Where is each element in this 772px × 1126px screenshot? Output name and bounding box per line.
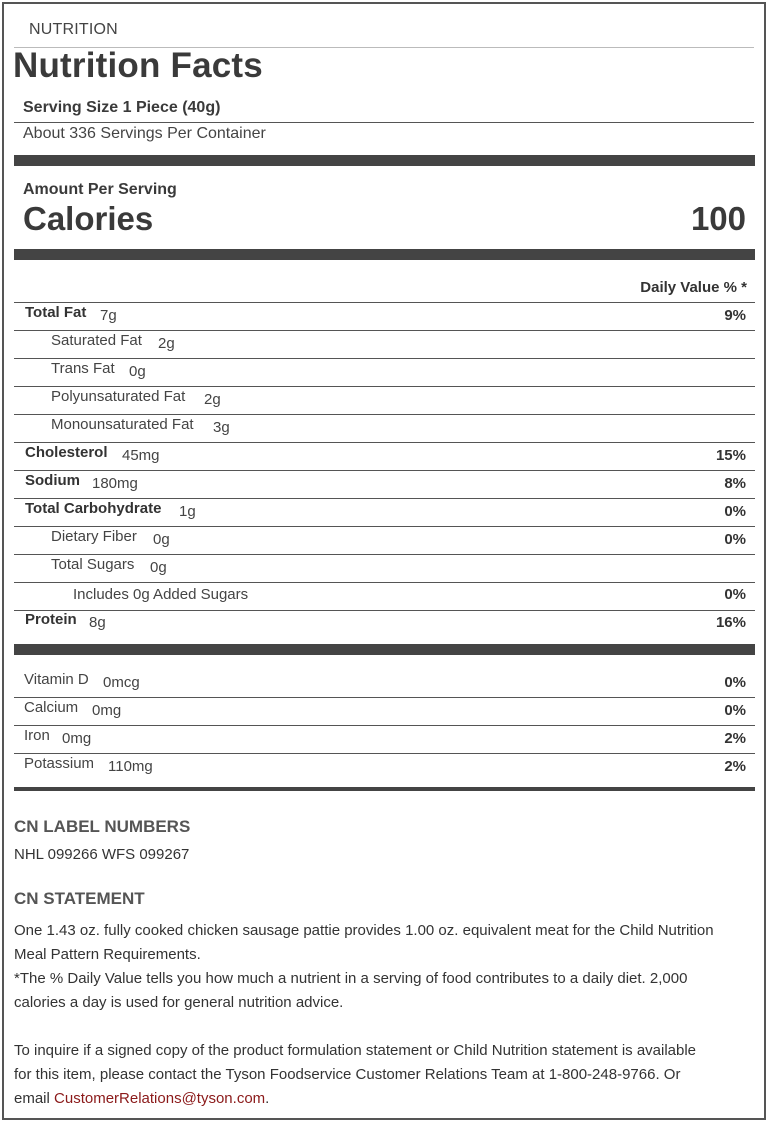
- divider: [14, 414, 755, 415]
- inquire-text: [14, 1087, 269, 1111]
- bottom-divider: [14, 787, 755, 791]
- nutrient-name: Dietary Fiber: [51, 528, 137, 545]
- nutrient-daily-value: 0%: [724, 503, 746, 520]
- amount-per-serving: Amount Per Serving: [23, 181, 177, 198]
- divider: [14, 526, 755, 527]
- nutrient-amount: 180mg: [92, 475, 138, 492]
- cn-label-heading: CN LABEL NUMBERS: [14, 817, 191, 836]
- daily-value-note: calories a day is used for general nutrition advice.: [14, 994, 344, 1011]
- divider: [14, 470, 755, 471]
- divider: [14, 122, 754, 123]
- calories-label: Calories: [23, 200, 154, 237]
- cn-statement-heading: CN STATEMENT: [14, 889, 145, 908]
- divider: [14, 330, 755, 331]
- vitamin-name: Vitamin D: [24, 671, 89, 688]
- vitamin-amount: 0mg: [62, 730, 92, 747]
- thick-divider: [14, 644, 755, 655]
- serving-size: Serving Size 1 Piece (40g): [23, 99, 221, 116]
- cn-label-numbers: NHL 099266 WFS 099267: [14, 846, 190, 863]
- inquire-text: To inquire if a signed copy of the product formulation statement or Child Nutrition statement is available: [14, 1042, 697, 1059]
- cn-statement-text: Meal Pattern Requirements.: [14, 946, 201, 963]
- nutrient-amount: 7g: [100, 307, 117, 324]
- calories-value: 100: [690, 200, 746, 237]
- nutrient-daily-value: 9%: [724, 307, 746, 324]
- divider: [14, 697, 755, 698]
- nutrient-name: Protein: [25, 611, 77, 628]
- vitamin-daily-value: 0%: [724, 674, 746, 691]
- nutrient-name: Includes 0g Added Sugars: [73, 586, 249, 603]
- vitamin-amount: 0mg: [92, 702, 122, 719]
- vitamin-daily-value: 0%: [724, 702, 746, 719]
- contact-email-link[interactable]: CustomerRelations@tyson.com: [54, 1090, 266, 1107]
- vitamin-daily-value: 2%: [724, 758, 746, 775]
- nutrient-name: Sodium: [25, 472, 80, 489]
- inquire-email-prefix: email: [14, 1090, 55, 1107]
- nutrient-name: Trans Fat: [51, 360, 115, 377]
- nutrient-name: Monounsaturated Fat: [51, 416, 194, 433]
- nutrient-daily-value: 15%: [715, 447, 746, 464]
- inquire-text: for this item, please contact the Tyson Foodservice Customer Relations Team at 1-800-248-9766. Or: [14, 1066, 681, 1083]
- nutrient-daily-value: 0%: [724, 531, 746, 548]
- nutrient-name: Total Sugars: [51, 556, 135, 573]
- thick-divider: [14, 249, 755, 260]
- divider: [14, 442, 755, 443]
- nutrient-amount: 1g: [179, 503, 196, 520]
- nutrient-daily-value: 0%: [724, 586, 746, 603]
- vitamin-daily-value: 2%: [724, 730, 746, 747]
- vitamin-name: Potassium: [24, 755, 95, 772]
- divider: [14, 554, 755, 555]
- nutrient-name: Total Carbohydrate: [25, 500, 162, 517]
- nutrient-name: Saturated Fat: [51, 332, 142, 349]
- nutrient-amount: 45mg: [122, 447, 160, 464]
- vitamin-amount: 0mcg: [103, 674, 140, 691]
- vitamin-name: Calcium: [24, 699, 79, 716]
- nutrient-amount: 0g: [129, 363, 146, 380]
- inquire-suffix: .: [265, 1090, 270, 1107]
- nutrition-facts-title: Nutrition Facts: [13, 46, 263, 85]
- thick-divider: [14, 155, 755, 166]
- daily-value-note: *The % Daily Value tells you how much a nutrient in a serving of food contributes to a daily diet. 2,000: [14, 970, 688, 987]
- divider: [14, 302, 755, 303]
- vitamin-name: Iron: [24, 727, 50, 744]
- divider: [14, 610, 755, 611]
- nutrient-amount: 2g: [158, 335, 175, 352]
- cn-statement-text: One 1.43 oz. fully cooked chicken sausage pattie provides 1.00 oz. equivalent meat for the Child Nutrition: [14, 922, 714, 939]
- nutrient-name: Cholesterol: [25, 444, 108, 461]
- nutrient-name: Total Fat: [25, 304, 87, 321]
- vitamin-amount: 110mg: [108, 758, 153, 775]
- divider: [14, 386, 755, 387]
- daily-value-header: Daily Value % *: [640, 279, 747, 296]
- nutrient-amount: 3g: [213, 419, 230, 436]
- nutrient-daily-value: 16%: [715, 614, 746, 631]
- servings-per-container: About 336 Servings Per Container: [23, 125, 266, 142]
- divider: [14, 725, 755, 726]
- nutrient-amount: 8g: [89, 614, 106, 631]
- nutrient-amount: 0g: [150, 559, 167, 576]
- nutrient-amount: 0g: [153, 531, 170, 548]
- section-label: NUTRITION: [29, 21, 118, 38]
- nutrient-daily-value: 8%: [724, 475, 746, 492]
- nutrient-amount: 2g: [204, 391, 221, 408]
- divider: [14, 753, 755, 754]
- divider: [14, 498, 755, 499]
- divider: [14, 358, 755, 359]
- divider: [14, 582, 755, 583]
- nutrient-name: Polyunsaturated Fat: [51, 388, 186, 405]
